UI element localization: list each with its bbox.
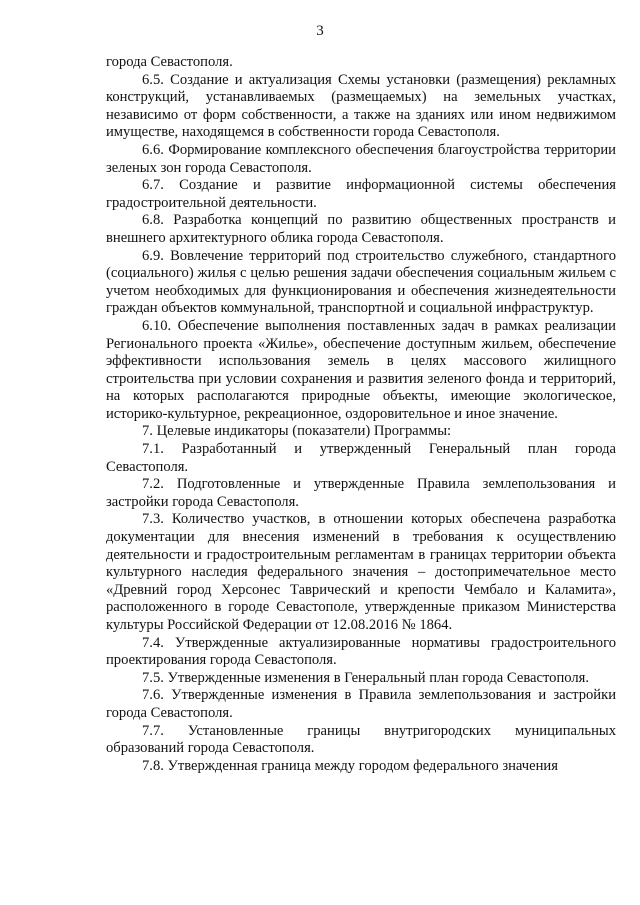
paragraph-7-4: 7.4. Утвержденные актуализированные нормативы градостроительного проектирования города Севастополя.: [106, 634, 616, 669]
paragraph-7-6: 7.6. Утвержденные изменения в Правила землепользования и застройки города Севастополя.: [106, 687, 616, 721]
paragraph-7-1: 7.1. Разработанный и утвержденный Генеральный план города Севастополя.: [106, 441, 616, 475]
document-body: [106, 54, 616, 775]
paragraph-continuation: города Севастополя.: [106, 54, 233, 70]
paragraph-6-8: 6.8. Разработка концепций по развитию общественных пространств и внешнего архитектурного облика города Севастополя.: [106, 212, 616, 246]
paragraph-7-2: 7.2. Подготовленные и утвержденные Правила землепользования и застройки города Севастополя.: [106, 476, 616, 510]
paragraph-6-7: 6.7. Создание и развитие информационной системы обеспечения градостроительной деятельности.: [106, 177, 616, 211]
paragraph-6-6: 6.6. Формирование комплексного обеспечения благоустройства территории зеленых зон города Севастополя.: [106, 141, 616, 176]
paragraph-6-5: 6.5. Создание и актуализация Схемы установки (размещения) рекламных конструкций, устанавливаемых (размещаемых) на земельных участках, независимо от форм собственности, а также на зданиях или ином недвижимом имуществе, находящемся в собственности города Севастополя.: [106, 71, 616, 141]
paragraph-6-10: 6.10. Обеспечение выполнения поставленных задач в рамках реализации Регионального проекта «Жилье», обеспечение доступным жильем, обеспечение эффективности использования земель в целях массового жилищного строительства при условии сохранения и развития зеленого фонда и территорий, на которых располагаются природные объекты, имеющие экологическое, историко-культурное, рекреационное, оздоровительное и иное значение.: [106, 317, 616, 422]
paragraph-7-7: 7.7. Установленные границы внутригородских муниципальных образований города Севастополя.: [106, 722, 616, 757]
paragraph-7-8: 7.8. Утвержденная граница между городом федерального значения: [142, 757, 558, 774]
paragraph-7-5: 7.5. Утвержденные изменения в Генеральный план города Севастополя.: [142, 669, 590, 686]
paragraph-7: 7. Целевые индикаторы (показатели) Программы:: [142, 423, 452, 440]
paragraph-6-9: 6.9. Вовлечение территорий под строительство служебного, стандартного (социального) жилья с целью решения задачи обеспечения социальным жильем с учетом необходимых для функционирования и обеспечения жизнедеятельности граждан объектов коммунальной, транспортной и социальной инфраструктур.: [106, 247, 616, 317]
paragraph-7-3: 7.3. Количество участков, в отношении которых обеспечена разработка документации для внесения изменений в требования к осуществлению деятельности и градостроительным регламентам в границах территории объекта культурного наследия федерального значения – достопримечательное место «Древний город Херсонес Таврический и крепости Чембало и Каламита», расположенного в городе Севастополе, утвержденные приказом Министерства культуры Российской Федерации от 12.08.2016 № 1864.: [106, 511, 616, 633]
page-number: 3: [316, 23, 324, 39]
